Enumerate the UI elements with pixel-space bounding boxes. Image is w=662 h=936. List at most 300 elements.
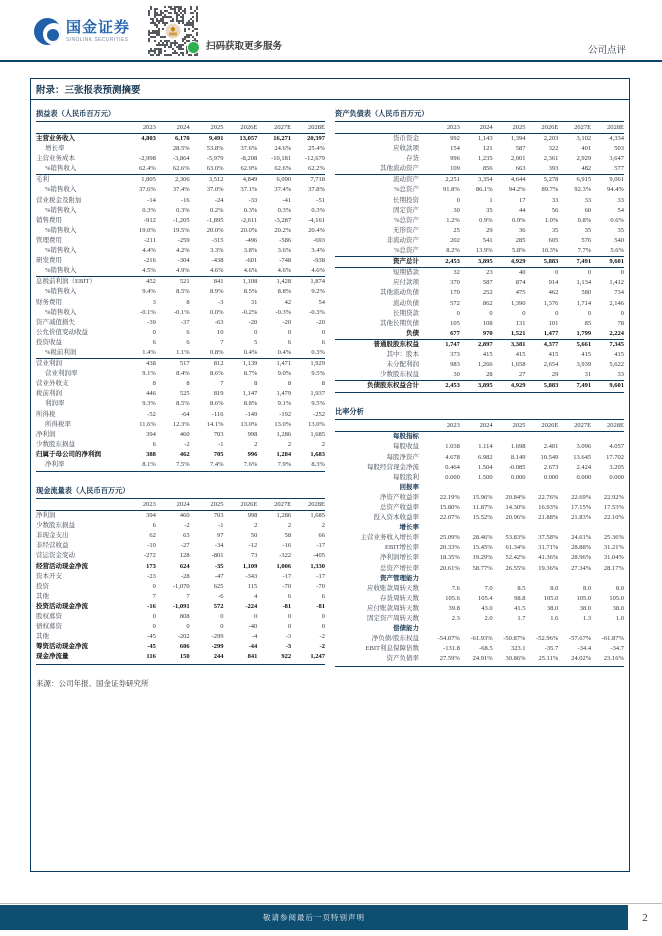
row-label: 固定资产周转天数: [367, 615, 419, 623]
cell-value: 521: [179, 278, 190, 286]
cell-value: -586: [279, 236, 292, 244]
table-row: [36, 602, 325, 612]
table-row: [36, 551, 325, 561]
cell-value: 6: [152, 522, 156, 530]
cell-value: -20: [282, 318, 292, 326]
cell-value: -51: [316, 196, 325, 204]
cell-value: -35: [214, 562, 224, 570]
row-label: 公允价值变动收益: [36, 328, 88, 336]
cell-value: 7: [220, 380, 224, 388]
row-label: 主营业务收入: [36, 135, 75, 142]
cell-value: 3.096: [576, 443, 592, 451]
cell-value: -61.87%: [601, 635, 624, 643]
row-label: 货币资金: [393, 135, 419, 142]
cell-value: -61.93%: [470, 635, 493, 643]
cell-value: 252: [482, 289, 493, 297]
row-label: 非现金支出: [36, 532, 69, 540]
cell-value: 734: [614, 289, 624, 297]
cell-value: -0.3%: [309, 308, 325, 316]
cell-value: -202: [177, 633, 190, 641]
cell-value: -6: [218, 592, 224, 600]
cell-value: -216: [143, 257, 156, 265]
row-label: 应付账款周转天数: [367, 604, 419, 612]
cell-value: 4.2%: [176, 247, 190, 255]
cell-value: 0: [587, 309, 592, 317]
cell-value: 2: [287, 522, 292, 530]
cell-value: 15.80%: [439, 504, 460, 511]
cell-value: 2,306: [175, 176, 190, 184]
row-label: %总资产: [394, 247, 419, 255]
year-label: 2023: [142, 124, 156, 131]
cell-value: 121: [482, 145, 493, 153]
cell-value: 572: [213, 602, 224, 610]
cell-value: 7.6%: [243, 461, 258, 468]
cell-value: 27: [518, 371, 526, 379]
row-label: [36, 122, 122, 133]
cell-value: 576: [581, 236, 592, 244]
cell-value: -16: [180, 196, 190, 204]
cell-value: 2,361: [543, 155, 559, 163]
cell-value: 992: [450, 135, 460, 142]
cell-value: 1,247: [310, 653, 325, 661]
cell-value: -34: [214, 542, 224, 550]
cell-value: 2,146: [609, 299, 624, 307]
cell-value: 0: [321, 613, 325, 621]
year-label: 2026E: [240, 124, 258, 131]
cell-value: 31.21%: [603, 544, 624, 552]
table-row: [36, 612, 325, 622]
table-row: [335, 256, 624, 267]
cell-value: -0.085: [508, 463, 526, 471]
cell-value: 8.5%: [243, 288, 258, 296]
table-row: [36, 399, 325, 409]
cell-value: -34.4: [577, 645, 592, 653]
cell-value: 105.0: [576, 594, 592, 602]
cell-value: 39.8: [448, 604, 460, 612]
cell-value: 0: [186, 623, 190, 631]
cell-value: 4.9%: [176, 267, 190, 275]
cell-value: 9,601: [609, 258, 624, 266]
row-label: 销售费用: [36, 216, 62, 224]
cell-value: 1,874: [310, 278, 325, 286]
cell-value: 2,001: [510, 155, 526, 163]
year-label: 2024: [479, 422, 493, 430]
cell-value: 9,601: [609, 382, 624, 390]
cell-value: 22.92%: [603, 493, 624, 501]
cell-value: 4,929: [510, 258, 526, 266]
table-row: [36, 266, 325, 276]
cell-value: -938: [313, 257, 325, 265]
cell-value: 2,224: [609, 329, 624, 337]
header-divider: [0, 60, 662, 62]
table-row: [36, 622, 325, 632]
row-label: %销售收入: [45, 186, 77, 194]
left-column: [36, 108, 325, 689]
cell-value: 9,061: [609, 176, 624, 184]
cell-value: 438: [146, 360, 156, 368]
cell-value: 3,381: [510, 340, 526, 348]
cell-value: -1: [218, 440, 224, 448]
table-row: [36, 541, 325, 551]
cell-value: -0.2%: [241, 308, 258, 316]
table-row: [335, 594, 624, 604]
cell-value: 0: [287, 613, 292, 621]
cell-value: -52: [147, 410, 156, 418]
cell-value: 25.09%: [439, 534, 460, 542]
cell-value: 996: [247, 450, 258, 458]
row-label: 净资产收益率: [380, 493, 419, 501]
cell-value: 540: [614, 236, 624, 244]
cell-value: 13.645: [573, 453, 592, 461]
cell-value: -28: [180, 572, 190, 580]
table-row: [335, 134, 624, 144]
cell-value: 53.8%: [206, 145, 224, 153]
year-label: 2024: [176, 124, 190, 131]
table-row: [335, 164, 624, 174]
cell-value: 6.982: [478, 453, 493, 461]
row-label: 债权募资: [36, 623, 62, 631]
cell-value: -57.67%: [568, 635, 592, 643]
cell-value: 0.4%: [277, 348, 292, 356]
cell-value: 4,929: [510, 382, 526, 390]
cell-value: 0: [555, 309, 559, 317]
row-label: 每股股利: [393, 473, 419, 481]
cell-value: 6,170: [175, 135, 190, 142]
row-label: EBIT增长率: [385, 544, 419, 552]
cell-value: 0.3%: [176, 206, 190, 214]
cell-value: 9,491: [208, 135, 224, 142]
cell-value: 819: [213, 390, 224, 398]
sinolink-logo: [34, 18, 130, 45]
cell-value: -12: [248, 542, 258, 550]
table-row: [36, 562, 325, 572]
cell-value: 4: [254, 592, 258, 600]
row-label: 普通股股东权益: [373, 340, 419, 348]
cell-value: 7,491: [576, 258, 592, 266]
cell-value: 170: [450, 289, 460, 297]
row-label: 营运资金变动: [36, 552, 75, 560]
cell-value: -1,895: [206, 216, 224, 224]
row-label: [335, 122, 427, 133]
row-label: %销售收入: [45, 308, 77, 316]
cell-value: 116: [146, 653, 156, 661]
table-row: [335, 226, 624, 236]
cell-value: 1.2%: [446, 216, 460, 224]
cell-value: 4.5%: [142, 267, 156, 275]
cell-value: 0: [321, 623, 325, 631]
cell-value: 173: [146, 562, 156, 570]
cell-value: 3.8%: [243, 247, 258, 255]
cell-value: 92.3%: [574, 186, 592, 194]
cell-value: 8.0: [583, 584, 592, 592]
cell-value: -322: [279, 552, 292, 560]
cell-value: 35: [486, 206, 493, 214]
cell-value: 154: [450, 145, 460, 153]
row-label: 营业利润: [36, 360, 62, 368]
cell-value: 131: [515, 319, 526, 327]
cell-value: 415: [581, 350, 592, 358]
table-row: [36, 430, 325, 440]
cell-value: 0.8%: [209, 348, 224, 356]
cell-value: 3,512: [208, 176, 224, 184]
table-row: [36, 318, 325, 328]
table-row: [335, 634, 624, 644]
cell-value: 393: [548, 165, 559, 173]
cell-value: 35: [617, 226, 624, 234]
cell-value: 28.88%: [571, 544, 592, 552]
cell-value: 1,330: [310, 562, 325, 570]
cell-value: 7: [186, 592, 190, 600]
cell-value: -17: [282, 572, 292, 580]
cell-value: 14.1%: [206, 420, 224, 428]
cell-value: 20.4%: [308, 226, 325, 234]
cell-value: 1,477: [543, 329, 559, 337]
table-row: [36, 206, 325, 216]
cell-value: 105.6: [445, 594, 460, 602]
row-label: 其他流动资产: [380, 165, 419, 173]
cell-value: -54.07%: [437, 635, 460, 643]
cell-value: -1,091: [172, 602, 190, 610]
sinolink-logo-icon: [34, 18, 61, 45]
cell-value: 3,354: [478, 176, 493, 184]
year-label: 2025: [210, 501, 224, 509]
table-row: [335, 493, 624, 503]
year-label: 2028E: [606, 422, 624, 430]
cell-value: 625: [213, 582, 224, 590]
row-label: 所得税: [36, 410, 56, 418]
cell-value: 1.3: [583, 615, 592, 623]
cell-value: 8.0: [615, 584, 624, 592]
cell-value: 22.19%: [439, 493, 460, 501]
cell-value: -693: [313, 236, 325, 244]
cell-value: 517: [179, 360, 190, 368]
row-label: 总资产收益率: [380, 504, 419, 511]
cell-value: 0: [489, 309, 493, 317]
cell-value: -192: [279, 410, 292, 418]
ratio-analysis-table: [335, 406, 624, 666]
table-row: [335, 624, 624, 634]
cell-value: 415: [548, 350, 559, 358]
row-label: 归属于母公司的净利润: [36, 450, 101, 458]
cell-value: 8.2%: [446, 247, 460, 255]
cell-value: 1,714: [576, 299, 592, 307]
page-footer: [0, 903, 662, 930]
cell-value: 541: [482, 236, 493, 244]
table-row: [36, 460, 325, 470]
cell-value: 0.0%: [209, 308, 224, 316]
cell-value: -40: [248, 623, 258, 631]
cell-value: 1.1%: [176, 348, 190, 356]
cell-value: 4,803: [141, 135, 156, 142]
cell-value: 1.500: [478, 473, 493, 481]
row-label: 存货: [406, 155, 419, 163]
cell-value: 94.2%: [508, 186, 526, 194]
table-row: [36, 144, 325, 154]
row-label: %总资产: [394, 186, 419, 194]
cell-value: 28: [486, 371, 493, 379]
cell-value: 109: [450, 165, 460, 173]
row-label: 增长率: [45, 145, 65, 153]
cell-value: -68.5: [479, 645, 493, 653]
cell-value: 6: [186, 328, 190, 336]
cell-value: 462: [548, 289, 559, 297]
cell-value: 0.8%: [577, 216, 592, 224]
cell-value: 29: [486, 226, 493, 234]
cell-value: 460: [179, 512, 190, 520]
cell-value: 1.504: [478, 463, 493, 471]
cell-value: 35: [584, 226, 592, 234]
cell-value: 50: [250, 532, 258, 540]
cell-value: 11.6%: [139, 420, 156, 428]
table-row: [335, 543, 624, 553]
year-label: 2025: [512, 124, 526, 131]
row-label: [335, 420, 427, 431]
cell-value: 33: [584, 196, 592, 204]
cell-value: 0.000: [576, 473, 592, 481]
cell-value: 1.038: [445, 443, 460, 451]
cell-value: 63.0%: [206, 165, 224, 173]
cell-value: 1,006: [276, 562, 292, 570]
cell-value: 52.42%: [505, 554, 526, 562]
cell-value: 62.2%: [308, 165, 325, 173]
cell-value: 7.7%: [577, 247, 592, 255]
cell-value: 37.1%: [240, 186, 258, 194]
cell-value: 25: [453, 226, 460, 234]
table-row: [335, 513, 624, 523]
table-row: [36, 276, 325, 287]
cell-value: 1.114: [478, 443, 493, 451]
cell-value: 105: [450, 319, 460, 327]
cell-value: 21.88%: [538, 514, 559, 522]
cell-value: -41: [282, 196, 292, 204]
cell-value: 38.0: [579, 604, 592, 612]
cell-value: 1,286: [276, 430, 292, 438]
cell-value: 8: [254, 380, 258, 388]
row-label: 息税前利润（EBIT）: [36, 278, 96, 286]
row-label: 管理费用: [36, 236, 62, 244]
cell-value: 13.0%: [240, 420, 258, 428]
cell-value: 323.1: [510, 645, 526, 653]
table-row: [36, 236, 325, 246]
cell-value: -116: [211, 410, 224, 418]
row-label: %销售收入: [45, 226, 77, 234]
cell-value: -601: [245, 257, 258, 265]
cell-value: 8.149: [510, 453, 526, 461]
cell-value: 1,683: [310, 450, 325, 458]
row-label: 投资收益: [36, 338, 62, 346]
cell-value: 2.401: [543, 443, 559, 451]
cell-value: 0: [254, 613, 258, 621]
cell-value: 0.3%: [142, 206, 156, 214]
row-label: 每股指标: [393, 433, 419, 441]
cell-value: 20.96%: [505, 514, 526, 522]
cell-value: -16: [282, 542, 292, 550]
cell-value: -27: [180, 542, 190, 550]
cell-value: 27.59%: [439, 655, 460, 663]
cell-value: 1,284: [276, 450, 292, 458]
cell-value: 15.96%: [472, 493, 493, 501]
cell-value: -224: [245, 602, 258, 610]
cell-value: 28.17%: [603, 564, 624, 572]
cell-value: 2.3: [451, 615, 460, 623]
cell-value: 0.6%: [610, 216, 624, 224]
table-row: [36, 185, 325, 195]
year-label: 2024: [176, 501, 190, 509]
cell-value: 17.15%: [571, 504, 592, 511]
cell-value: 94.4%: [607, 186, 624, 194]
table-row: [36, 338, 325, 348]
cell-value: 0.000: [445, 473, 460, 481]
table-row: [36, 420, 325, 430]
cell-value: 58: [284, 532, 292, 540]
cell-value: -405: [313, 552, 325, 560]
table-row: [335, 278, 624, 288]
year-label: 2028E: [307, 124, 325, 131]
table-row: [335, 154, 624, 164]
cell-value: 0: [620, 269, 624, 277]
row-label: 回报率: [399, 483, 419, 491]
cell-value: 42: [284, 298, 292, 306]
table-row: [335, 442, 624, 452]
cell-value: 1,685: [310, 430, 325, 438]
year-label: 2026E: [541, 422, 559, 430]
cell-value: -1,205: [172, 216, 190, 224]
cell-value: 19.29%: [472, 554, 493, 562]
cell-value: -44: [248, 643, 258, 651]
table-row: [36, 174, 325, 185]
table-row: [335, 604, 624, 614]
cell-value: 0.000: [543, 473, 559, 481]
cell-value: 503: [614, 145, 624, 153]
row-label: 投入资本收益率: [373, 514, 419, 522]
cell-value: 587: [515, 145, 526, 153]
table-title: 资产负债表（人民币百万元）: [335, 108, 624, 122]
cell-value: 914: [548, 279, 559, 287]
cell-value: 0: [456, 196, 460, 204]
cell-value: 21.83%: [571, 514, 592, 522]
cell-value: 62.6%: [172, 165, 190, 173]
cell-value: 24.61%: [571, 534, 592, 542]
cell-value: 841: [213, 278, 224, 286]
table-row: [36, 389, 325, 399]
cell-value: 6: [287, 338, 292, 346]
cell-value: -149: [245, 410, 258, 418]
row-label: 偿债能力: [393, 625, 419, 633]
cell-value: 8: [287, 380, 292, 388]
row-label: 无形资产: [393, 226, 419, 234]
cell-value: 606: [179, 643, 190, 651]
cell-value: 4,849: [242, 176, 258, 184]
cell-value: 3.6%: [277, 247, 292, 255]
cell-value: 31: [584, 371, 592, 379]
cell-value: 32: [453, 269, 460, 277]
table-row: [335, 564, 624, 574]
cell-value: 98.8: [514, 594, 526, 602]
cell-value: 446: [146, 390, 156, 398]
cell-value: 78: [617, 319, 624, 327]
row-label: 净利率: [45, 461, 65, 468]
cell-value: 5,883: [543, 258, 559, 266]
cell-value: 2,453: [445, 258, 460, 266]
cell-value: 8.1%: [142, 461, 156, 468]
cell-value: 31.04%: [603, 554, 624, 562]
row-label: %销售收入: [45, 247, 77, 255]
cell-value: -343: [245, 572, 258, 580]
cell-value: 17: [518, 196, 526, 204]
cell-value: 37.58%: [538, 534, 559, 542]
cell-value: 0.3%: [311, 348, 325, 356]
cell-value: -47: [214, 572, 224, 580]
